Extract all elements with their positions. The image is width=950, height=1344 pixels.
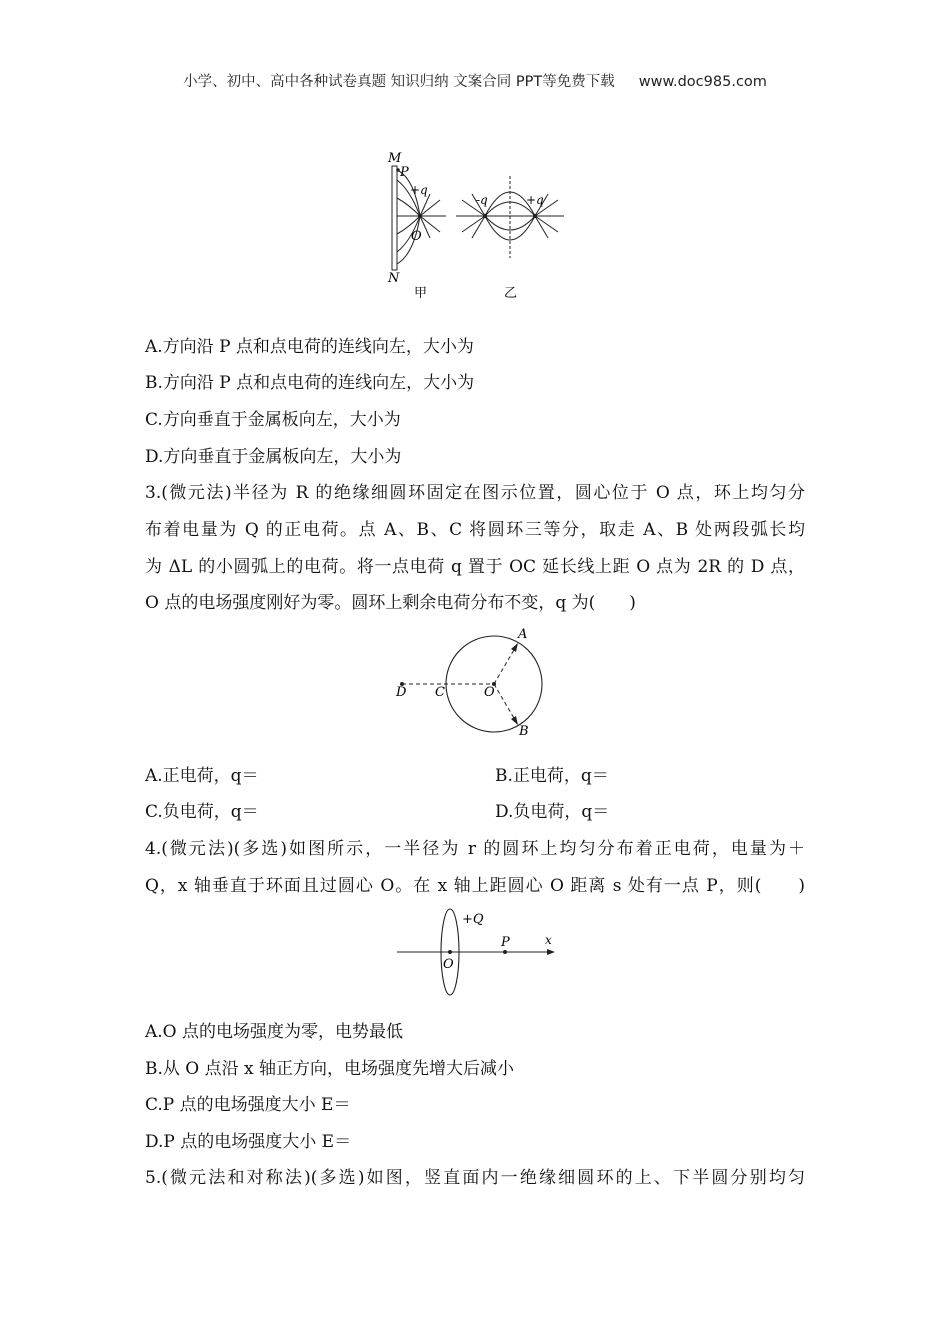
label-O: O — [443, 957, 454, 972]
header-text: 小学、初中、高中各种试卷真题 知识归纳 文案合同 PPT等免费下载 — [183, 74, 615, 90]
label-D: D — [396, 685, 407, 700]
ring-diagram — [390, 625, 550, 740]
q4-line-2: Q，x 轴垂直于环面且过圆心 O。在 x 轴上距圆心 O 距离 s 处有一点 P，则( ) — [145, 876, 805, 896]
label-O: O — [484, 685, 495, 700]
q4-option-c: C.P 点的电场强度大小 E＝ — [145, 1095, 351, 1115]
q3-option-a: A.正电荷，q＝ — [145, 766, 259, 786]
q4-option-d: D.P 点的电场强度大小 E＝ — [145, 1132, 352, 1152]
label-P: P — [400, 165, 409, 180]
field-lines-diagram — [380, 148, 580, 303]
q2-option-a: A.方向沿 P 点和点电荷的连线向左，大小为 — [145, 337, 474, 357]
caption-jia: 甲 — [414, 286, 428, 301]
q3-option-d: D.负电荷，q＝ — [495, 802, 610, 822]
header-url[interactable]: www.doc985.com — [638, 74, 767, 90]
q4-line-1: 4.(微元法)(多选)如图所示，一半径为 r 的圆环上均匀分布着正电荷，电量为＋ — [145, 839, 805, 859]
q2-option-c: C.方向垂直于金属板向左，大小为 — [145, 410, 401, 430]
label-P: P — [501, 935, 510, 950]
q3-line-3: 为 ΔL 的小圆弧上的电荷。将一点电荷 q 置于 OC 延长线上距 O 点为 2R 的 D 点， — [145, 557, 805, 577]
label-N: N — [388, 271, 400, 286]
figure-ring-abc — [390, 625, 550, 740]
q3-option-c: C.负电荷，q＝ — [145, 802, 259, 822]
label-minus-q: -q — [476, 193, 488, 207]
page-header — [0, 70, 950, 91]
ring-axis-diagram — [395, 906, 560, 998]
label-x: x — [545, 933, 552, 947]
q5-line-1: 5.(微元法和对称法)(多选)如图，竖直面内一绝缘细圆环的上、下半圆分别均匀 — [145, 1168, 805, 1188]
q4-option-a: A.O 点的电场强度为零，电势最低 — [145, 1022, 404, 1042]
label-A: A — [518, 627, 528, 642]
q2-option-d: D.方向垂直于金属板向左，大小为 — [145, 447, 402, 467]
label-M: M — [388, 151, 402, 166]
q3-line-4: O 点的电场强度刚好为零。圆环上剩余电荷分布不变，q 为( ) — [145, 593, 636, 613]
q3-line-1: 3.(微元法)半径为 R 的绝缘细圆环固定在图示位置，圆心位于 O 点，环上均匀分 — [145, 483, 805, 503]
q3-option-b: B.正电荷，q＝ — [495, 766, 609, 786]
q2-option-b: B.方向沿 P 点和点电荷的连线向左，大小为 — [145, 373, 475, 393]
label-plus-q-2: +q — [526, 193, 544, 207]
figure-ring-axis — [395, 906, 560, 998]
label-O: O — [411, 229, 422, 244]
figure-field-lines — [380, 148, 580, 303]
label-plus-q: +q — [410, 183, 428, 197]
q4-option-b: B.从 O 点沿 x 轴正方向，电场强度先增大后减小 — [145, 1059, 515, 1079]
label-B: B — [519, 724, 529, 739]
label-plus-Q: +Q — [462, 912, 484, 927]
caption-yi: 乙 — [504, 286, 518, 301]
q3-line-2: 布着电量为 Q 的正电荷。点 A、B、C 将圆环三等分，取走 A、B 处两段弧长均 — [145, 520, 805, 540]
label-C: C — [435, 685, 445, 700]
